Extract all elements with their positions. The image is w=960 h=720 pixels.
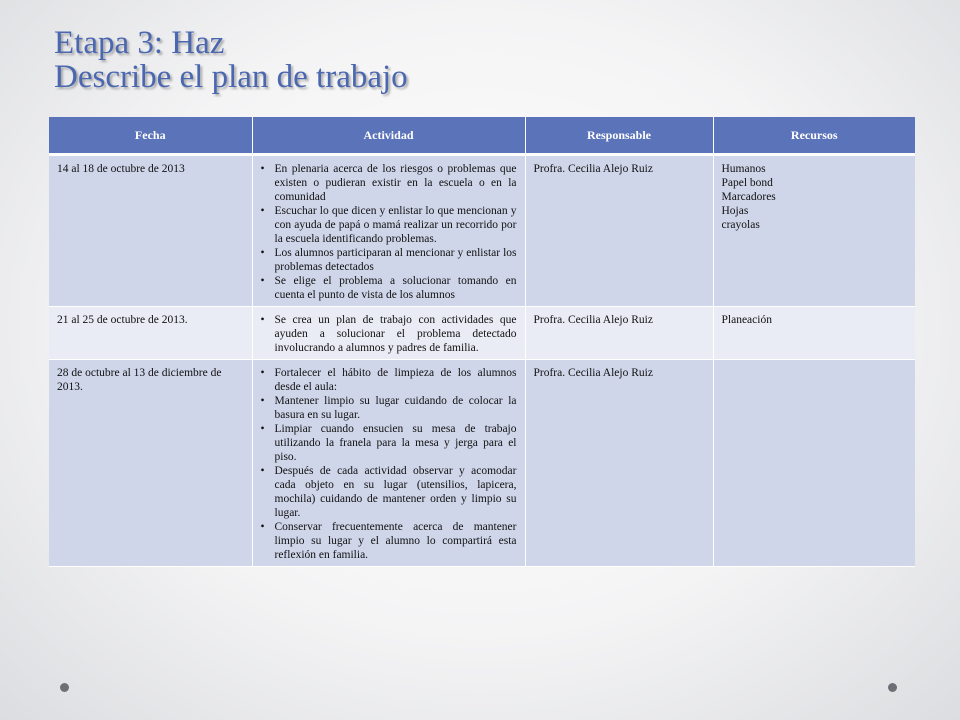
table-row <box>49 307 915 360</box>
slide-dot-right <box>888 683 897 692</box>
header-recursos: Recursos <box>713 117 915 155</box>
activity-item: • Escuchar lo que dicen y enlistar lo que mencionan y con ayuda de papá o mamá realizar un recorrido por la escuela identificando problemas. <box>259 204 517 246</box>
activity-item: • En plenaria acerca de los riesgos o problemas que existen o pudieran existir en la escuela o en la comunidad <box>259 162 517 204</box>
header-responsable: Responsable <box>525 117 713 155</box>
activity-item: • Se elige el problema a solucionar tomando en cuenta el punto de vista de los alumnos <box>259 274 517 302</box>
activity-item: • Limpiar cuando ensucien su mesa de trabajo utilizando la franela para la mesa y jerga para el piso. <box>259 422 517 464</box>
recursos-cell <box>713 360 915 567</box>
table-row <box>49 360 915 567</box>
resource-item: Humanos <box>721 163 766 175</box>
actividad-cell <box>252 360 525 567</box>
fecha-cell: 21 al 25 de octubre de 2013. <box>49 307 252 360</box>
header-actividad: Actividad <box>252 117 525 155</box>
slide-title <box>54 26 408 94</box>
resource-item: Marcadores <box>721 191 776 203</box>
fecha-cell: 28 de octubre al 13 de diciembre de 2013. <box>49 360 252 567</box>
recursos-cell <box>713 155 915 307</box>
table-row <box>49 155 915 307</box>
activity-item: • Mantener limpio su lugar cuidando de colocar la basura en su lugar. <box>259 394 517 422</box>
activity-item: • Después de cada actividad observar y acomodar cada objeto en su lugar (utensilios, lapicera, mochila) cuidando de mantener orden y limpio su lugar. <box>259 464 517 520</box>
resource-item: crayolas <box>721 219 760 231</box>
responsable-cell: Profra. Cecilia Alejo Ruiz <box>525 360 713 567</box>
activity-item: • Se crea un plan de trabajo con actividades que ayuden a solucionar el problema detectado involucrando a alumnos y padres de familia. <box>259 313 517 355</box>
recursos-cell <box>713 307 915 360</box>
fecha-cell: 14 al 18 de octubre de 2013 <box>49 155 252 307</box>
title-line-1: Etapa 3: Haz <box>54 25 225 61</box>
responsable-cell: Profra. Cecilia Alejo Ruiz <box>525 155 713 307</box>
activity-item: • Fortalecer el hábito de limpieza de los alumnos desde el aula: <box>259 366 517 394</box>
activity-item: • Conservar frecuentemente acerca de mantener limpio su lugar y el alumno lo compartirá esta reflexión en familia. <box>259 520 517 562</box>
activity-list <box>259 162 517 302</box>
activity-list <box>259 366 517 562</box>
table-header-row <box>49 117 915 155</box>
title-line-2: Describe el plan de trabajo <box>54 59 408 95</box>
resource-item: Papel bond <box>721 177 773 189</box>
slide-dot-left <box>60 683 69 692</box>
resource-item: Planeación <box>721 314 772 326</box>
work-plan-table <box>49 117 915 567</box>
actividad-cell <box>252 307 525 360</box>
header-fecha: Fecha <box>49 117 252 155</box>
responsable-cell: Profra. Cecilia Alejo Ruiz <box>525 307 713 360</box>
activity-item: • Los alumnos participaran al mencionar y enlistar los problemas detectados <box>259 246 517 274</box>
actividad-cell <box>252 155 525 307</box>
resource-item: Hojas <box>721 205 749 217</box>
activity-list <box>259 313 517 355</box>
